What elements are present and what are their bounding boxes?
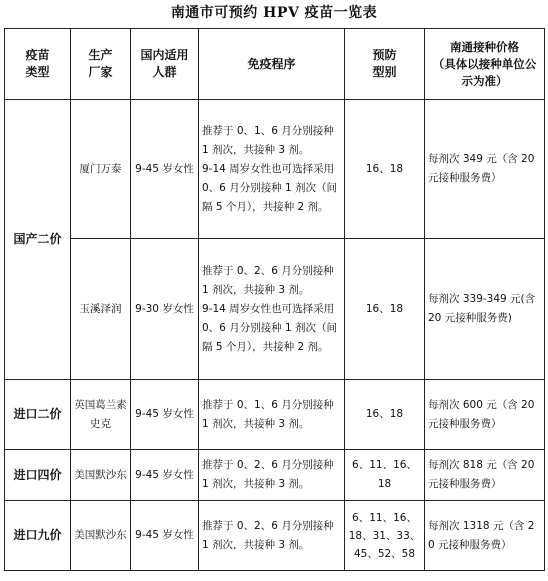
group-cell: 9-45 岁女性 — [131, 501, 199, 571]
serotype-cell: 6、11、16、18 — [345, 450, 425, 501]
serotype-text: 6、11、16、18、31、33、45、52、58 — [348, 511, 421, 560]
table-header-row — [5, 29, 545, 100]
price-cell: 每剂次 349 元（含 20 元接种服务费） — [425, 100, 545, 239]
group-cell: 9-45 岁女性 — [131, 380, 199, 450]
price-cell: 每剂次 818 元（含 20 元接种服务费） — [425, 450, 545, 501]
category-cell: 进口四价 — [5, 450, 71, 501]
table-row — [5, 450, 545, 501]
schedule-cell — [199, 100, 345, 239]
maker-cell: 美国默沙东 — [71, 501, 131, 571]
table-row — [5, 239, 545, 380]
schedule-cell — [199, 450, 345, 501]
maker-cell: 英国葛兰素史克 — [71, 380, 131, 450]
header-type: 疫苗 类型 — [5, 29, 71, 100]
table-row — [5, 501, 545, 571]
price-cell: 每剂次 1318 元（含 20 元接种服务费） — [425, 501, 545, 571]
serotype-cell: 16、18 — [345, 100, 425, 239]
schedule-text-alt: 9-14 周岁女性也可选择采用 0、6 月分别接种 1 剂次（间隔 5 个月），共接种 2 剂。 — [202, 162, 338, 213]
schedule-text: 推荐于 0、1、6 月分别接种 1 剂次，共接种 3 剂。 — [202, 398, 334, 430]
schedule-cell — [199, 501, 345, 571]
table-row — [5, 100, 545, 239]
category-cell: 进口九价 — [5, 501, 71, 571]
group-cell: 9-45 岁女性 — [131, 100, 199, 239]
serotype-cell: 16、18 — [345, 380, 425, 450]
schedule-cell — [199, 239, 345, 380]
header-group: 国内适用 人群 — [131, 29, 199, 100]
category-cell: 进口二价 — [5, 380, 71, 450]
header-schedule: 免疫程序 — [199, 29, 345, 100]
schedule-cell — [199, 380, 345, 450]
schedule-text: 推荐于 0、2、6 月分别接种 1 剂次，共接种 3 剂。 — [202, 264, 334, 296]
schedule-text: 推荐于 0、2、6 月分别接种 1 剂次，共接种 3 剂。 — [202, 519, 334, 551]
hpv-vaccine-table — [4, 28, 545, 571]
header-price: 南通接种价格 （具体以接种单位公 示为准） — [425, 29, 545, 100]
maker-cell: 厦门万泰 — [71, 100, 131, 239]
schedule-text: 推荐于 0、2、6 月分别接种 1 剂次，共接种 3 剂。 — [202, 459, 334, 490]
serotype-cell: 16、18 — [345, 239, 425, 380]
schedule-text-alt: 9-14 周岁女性也可选择采用 0、6 月分别接种 1 剂次（间隔 5 个月），共接种 2 剂。 — [202, 302, 338, 353]
price-cell: 每剂次 600 元（含 20 元接种服务费） — [425, 380, 545, 450]
group-cell: 9-30 岁女性 — [131, 239, 199, 380]
price-cell: 每剂次 339-349 元(含 20 元接种服务费) — [425, 239, 545, 380]
page-title: 南通市可预约 HPV 疫苗一览表 — [170, 5, 378, 21]
schedule-text: 推荐于 0、1、6 月分别接种 1 剂次，共接种 3 剂。 — [202, 124, 334, 156]
serotype-cell — [345, 501, 425, 571]
header-serotype: 预防 型别 — [345, 29, 425, 100]
table-row — [5, 380, 545, 450]
maker-cell: 美国默沙东 — [71, 450, 131, 501]
category-cell: 国产二价 — [5, 100, 71, 380]
group-cell: 9-45 岁女性 — [131, 450, 199, 501]
header-maker: 生产 厂家 — [71, 29, 131, 100]
maker-cell: 玉溪泽润 — [71, 239, 131, 380]
